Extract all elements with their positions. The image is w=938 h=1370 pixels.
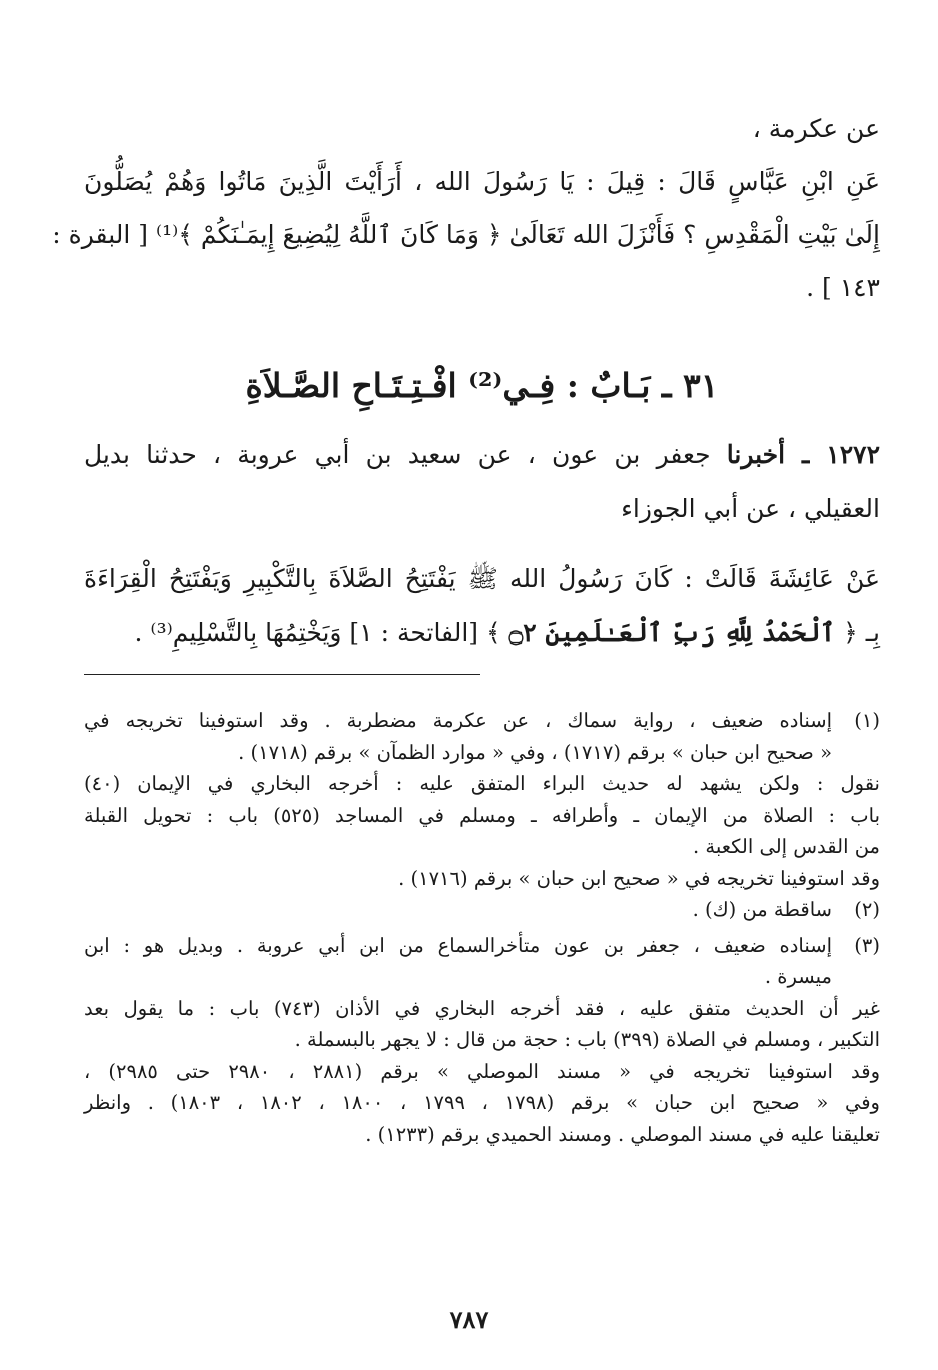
chapter-heading: ٣١ ـ بَـابٌ : فِـي⁽²⁾ افْـتِـتَـاحِ الصَّـلاَةِ xyxy=(245,366,719,405)
footnote-line: التكبير ، ومسلم في الصلاة (٣٩٩) باب : حجة من قال : لا يجهر بالبسملة . xyxy=(294,1028,880,1051)
text-line xyxy=(84,606,880,660)
text-line: عن عكرمة ، xyxy=(752,114,880,143)
footnote-line: باب : الصلاة من الإيمان ـ وأطرافه ـ ومسلم في المساجد (٥٢٥) باب : تحويل القبلة xyxy=(84,803,881,827)
footnote-number: (١) xyxy=(854,709,880,732)
opening-paragraph xyxy=(52,102,880,314)
text-line: ١٤٣ ] . xyxy=(806,273,880,302)
footnote-3-continuation xyxy=(84,993,880,1151)
footnote-line: ساقطة من (ك) . xyxy=(692,898,832,921)
footnote-separator-wrap xyxy=(84,674,880,675)
footnote-1 xyxy=(84,705,880,768)
quran-verse: ٱلْحَمْدُ لِلَّهِ رَبِّ ٱلْعَـٰلَمِينَ ۝٢ xyxy=(508,618,836,647)
footnote-line: وفي « صحيح ابن حبان » برقم (١٧٩٨ ، ١٧٩٩ ، ١٨٠٠ ، ١٨٠٢ ، ١٨٠٣) . وانظر xyxy=(84,1091,880,1114)
text-line xyxy=(84,428,880,482)
footnote-line: وقد استوفينا تخريجه في « مسند الموصلي » برقم (٢٨٨١ ، ٢٩٨٠ حتى ٢٩٨٥) ، xyxy=(84,1059,880,1083)
isnad-text: جعفر بن عون ، عن سعيد بن أبي عروبة ، حدثنا بديل xyxy=(84,440,711,469)
matn-segment: ﴾ [الفاتحة : ١] وَيَخْتِمُهَا بِالتَّسْلِيمِ⁽³⁾ . xyxy=(134,618,501,647)
footnote-1-continuation xyxy=(84,768,880,894)
hadith-number: ١٢٧٢ ـ أخبرنا xyxy=(726,440,881,469)
footnote-3 xyxy=(84,930,880,993)
footnote-number: (٣) xyxy=(854,933,880,957)
text-line: إِلَىٰ بَيْتِ الْمَقْدِسِ ؟ فَأَنْزَلَ الله تَعَالَىٰ ﴿ وَمَا كَانَ ٱللَّهُ لِيُضِيعَ إِيمَـٰنَكُمْ ﴾⁽¹⁾ [ البقرة : xyxy=(52,220,880,249)
footnote-line: نقول : ولكن يشهد له حديث البراء المتفق عليه : أخرجه البخاري في الإيمان (٤٠) xyxy=(84,772,880,795)
book-page xyxy=(52,90,881,1150)
footnote-body xyxy=(84,930,832,993)
hadith-isnad xyxy=(84,428,880,536)
footnote-line: إسناده ضعيف ، رواية سماك ، عن عكرمة مضطربة . وقد استوفينا تخريجه في xyxy=(84,709,832,732)
text-line: عَنِ ابْنِ عَبَّاسٍ قَالَ : قِيلَ : يَا رَسُولَ الله ، أَرَأَيْتَ الَّذِينَ مَاتُوا وَهُمْ يُصَلُّونَ xyxy=(84,167,880,196)
footnote-separator xyxy=(84,674,480,675)
footnote-line: إسناده ضعيف ، جعفر بن عون متأخرالسماع من ابن أبي عروبة . وبديل هو : ابن xyxy=(84,933,832,957)
text-line: عَنْ عَائِشَةَ قَالَتْ : كَانَ رَسُولُ الله ﷺ يَفْتَتِحُ الصَّلاَةَ بِالتَّكْبِيرِ وَيَفْتَتِحُ الْقِرَاءَةَ xyxy=(84,564,880,593)
page-number: ٧٨٧ xyxy=(449,1305,489,1334)
footnote-body xyxy=(84,705,832,768)
footnote-body xyxy=(84,894,832,926)
hadith-matn xyxy=(84,552,880,660)
footnotes xyxy=(84,705,880,1150)
text-line: العقيلي ، عن أبي الجوزاء xyxy=(621,494,880,523)
footnote-line: ميسرة . xyxy=(764,965,832,988)
footnote-2 xyxy=(84,894,880,926)
footnote-line: تعليقنا عليه في مسند الموصلي . ومسند الحميدي برقم (١٢٣٣) . xyxy=(365,1122,880,1146)
footnote-line: وقد استوفينا تخريجه في « صحيح ابن حبان » برقم (١٧١٦) . xyxy=(398,866,880,890)
footnote-number: (٢) xyxy=(854,898,880,921)
footnote-line: « صحيح ابن حبان » برقم (١٧١٧) ، وفي « موارد الظمآن » برقم (١٧١٨) . xyxy=(238,740,832,764)
footnote-line: غير أن الحديث متفق عليه ، فقد أخرجه البخاري في الأذان (٧٤٣) باب : ما يقول بعد xyxy=(84,996,880,1020)
matn-segment: بِـ ﴿ xyxy=(843,618,880,647)
footnote-line: من القدس إلى الكعبة . xyxy=(692,835,880,858)
